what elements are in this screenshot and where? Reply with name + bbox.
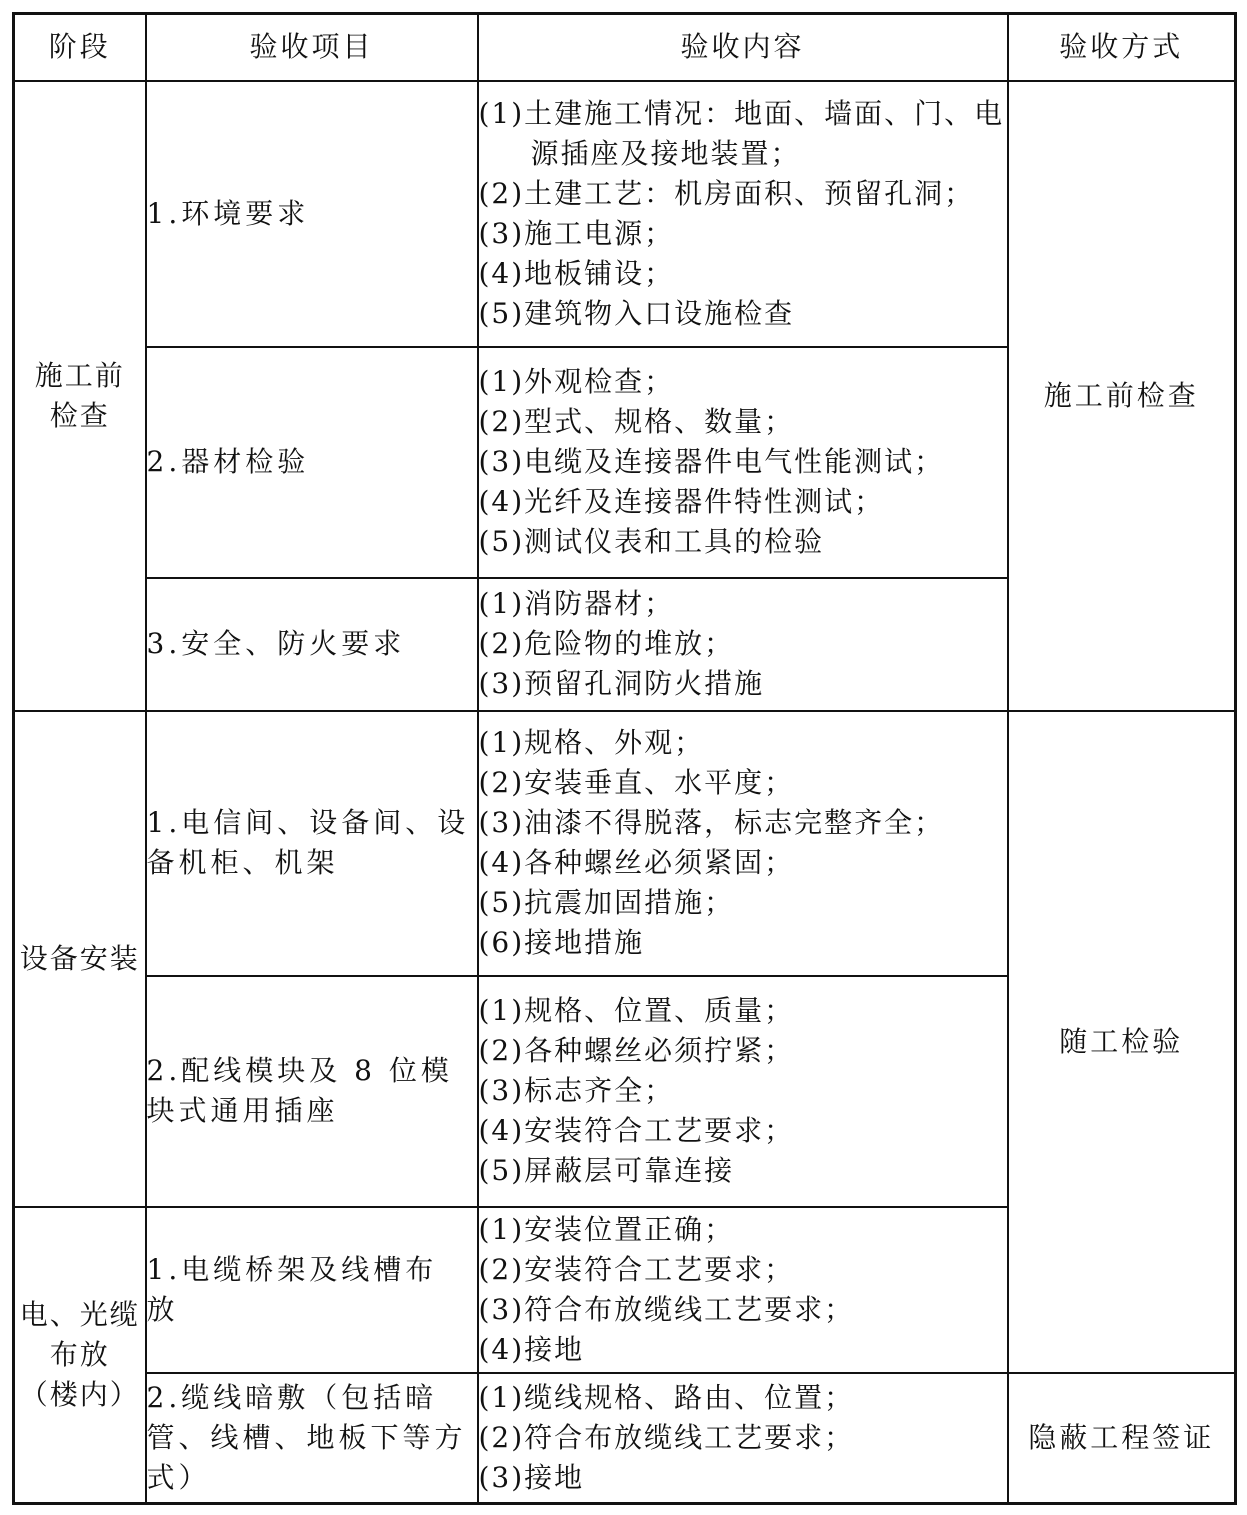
- table-row: [14, 711, 1236, 976]
- content-cell: [478, 578, 1008, 711]
- method-cell: 随工检验: [1008, 711, 1236, 1373]
- content-line: (2)安装垂直、水平度；: [478, 766, 795, 799]
- content-line: (1)外观检查；: [478, 365, 675, 398]
- item-cell: 2.器材检验: [146, 347, 478, 578]
- content-line: (5)建筑物入口设施检查: [478, 296, 795, 330]
- stage-cell-pre-construction: [14, 81, 146, 711]
- content-line: (2)土建工艺：机房面积、预留孔洞；: [478, 176, 975, 210]
- header-content: 验收内容: [478, 14, 1008, 81]
- item-cell: [146, 1373, 478, 1504]
- content-line: (1)规格、外观；: [478, 726, 705, 759]
- item-line: 管、线槽、地板下等方: [146, 1420, 467, 1454]
- content-line: (4)地板铺设；: [478, 256, 675, 290]
- content-line: (4)各种螺丝必须紧固；: [478, 846, 795, 879]
- content-line: (2)各种螺丝必须拧紧；: [478, 1034, 795, 1067]
- method-cell: 隐蔽工程签证: [1008, 1373, 1236, 1504]
- table-row: [14, 81, 1236, 347]
- header-row: [14, 14, 1236, 81]
- stage-cell-cable-laying: [14, 1207, 146, 1504]
- item-line: 2.配线模块及 8 位模: [146, 1054, 453, 1087]
- acceptance-table: [12, 12, 1237, 1505]
- content-line: (3)施工电源；: [478, 216, 675, 250]
- content-cell: [478, 1207, 1008, 1373]
- item-line: 1.电信间、设备间、设: [146, 806, 470, 839]
- item-cell: [146, 1207, 478, 1373]
- header-stage: 阶段: [14, 14, 146, 81]
- content-line: (2)安装符合工艺要求；: [478, 1252, 795, 1286]
- item-cell: [146, 711, 478, 976]
- header-item: 验收项目: [146, 14, 478, 81]
- table-row: [14, 1373, 1236, 1504]
- item-line: 备机柜、机架: [146, 846, 339, 879]
- item-line: 2.缆线暗敷（包括暗: [146, 1380, 438, 1414]
- content-cell: [478, 347, 1008, 578]
- stage-cell-equipment-install: [14, 711, 146, 1207]
- content-line: (3)预留孔洞防火措施: [478, 667, 765, 700]
- content-line: (1)消防器材；: [478, 587, 675, 620]
- stage-line: 电、光缆: [19, 1297, 140, 1331]
- content-line: (2)型式、规格、数量；: [478, 405, 795, 438]
- content-line: (1)规格、位置、质量；: [478, 994, 795, 1027]
- item-cell: 3.安全、防火要求: [146, 578, 478, 711]
- content-line: (1)缆线规格、路由、位置；: [478, 1380, 855, 1414]
- content-line: (4)安装符合工艺要求；: [478, 1114, 795, 1147]
- item-cell: [146, 976, 478, 1207]
- content-line: (1)安装位置正确；: [478, 1212, 735, 1246]
- item-line: 放: [146, 1292, 179, 1326]
- content-line: (5)屏蔽层可靠连接: [478, 1154, 735, 1187]
- method-cell: 施工前检查: [1008, 81, 1236, 711]
- content-line: (4)光纤及连接器件特性测试；: [478, 485, 885, 518]
- content-line: (3)接地: [478, 1460, 585, 1494]
- stage-line: （楼内）: [19, 1377, 140, 1411]
- header-method: 验收方式: [1008, 14, 1236, 81]
- stage-line: 施工前: [34, 358, 125, 392]
- content-line: (3)油漆不得脱落，标志完整齐全；: [478, 806, 945, 839]
- content-cell: [478, 711, 1008, 976]
- content-cell: [478, 976, 1008, 1207]
- content-line: (4)接地: [478, 1332, 585, 1366]
- content-line: (3)电缆及连接器件电气性能测试；: [478, 445, 945, 478]
- content-line: (3)符合布放缆线工艺要求；: [478, 1292, 855, 1326]
- stage-line: 布放: [49, 1337, 110, 1371]
- content-line: (5)测试仪表和工具的检验: [478, 525, 825, 558]
- content-line: (3)标志齐全；: [478, 1074, 675, 1107]
- content-line: (2)符合布放缆线工艺要求；: [478, 1420, 855, 1454]
- content-line: (2)危险物的堆放；: [478, 627, 735, 660]
- content-cell: [478, 1373, 1008, 1504]
- item-line: 式）: [146, 1460, 211, 1494]
- item-line: 块式通用插座: [146, 1094, 339, 1127]
- item-cell: 1.环境要求: [146, 81, 478, 347]
- item-line: 1.电缆桥架及线槽布: [146, 1252, 438, 1286]
- content-line: 源插座及接地装置；: [530, 136, 801, 170]
- content-cell: [478, 81, 1008, 347]
- stage-line: 检查: [49, 398, 110, 432]
- content-line: (6)接地措施: [478, 926, 645, 959]
- content-line: (5)抗震加固措施；: [478, 886, 735, 919]
- stage-line: 设备安装: [19, 941, 140, 975]
- content-line: (1)土建施工情况：地面、墙面、门、电: [478, 96, 1005, 130]
